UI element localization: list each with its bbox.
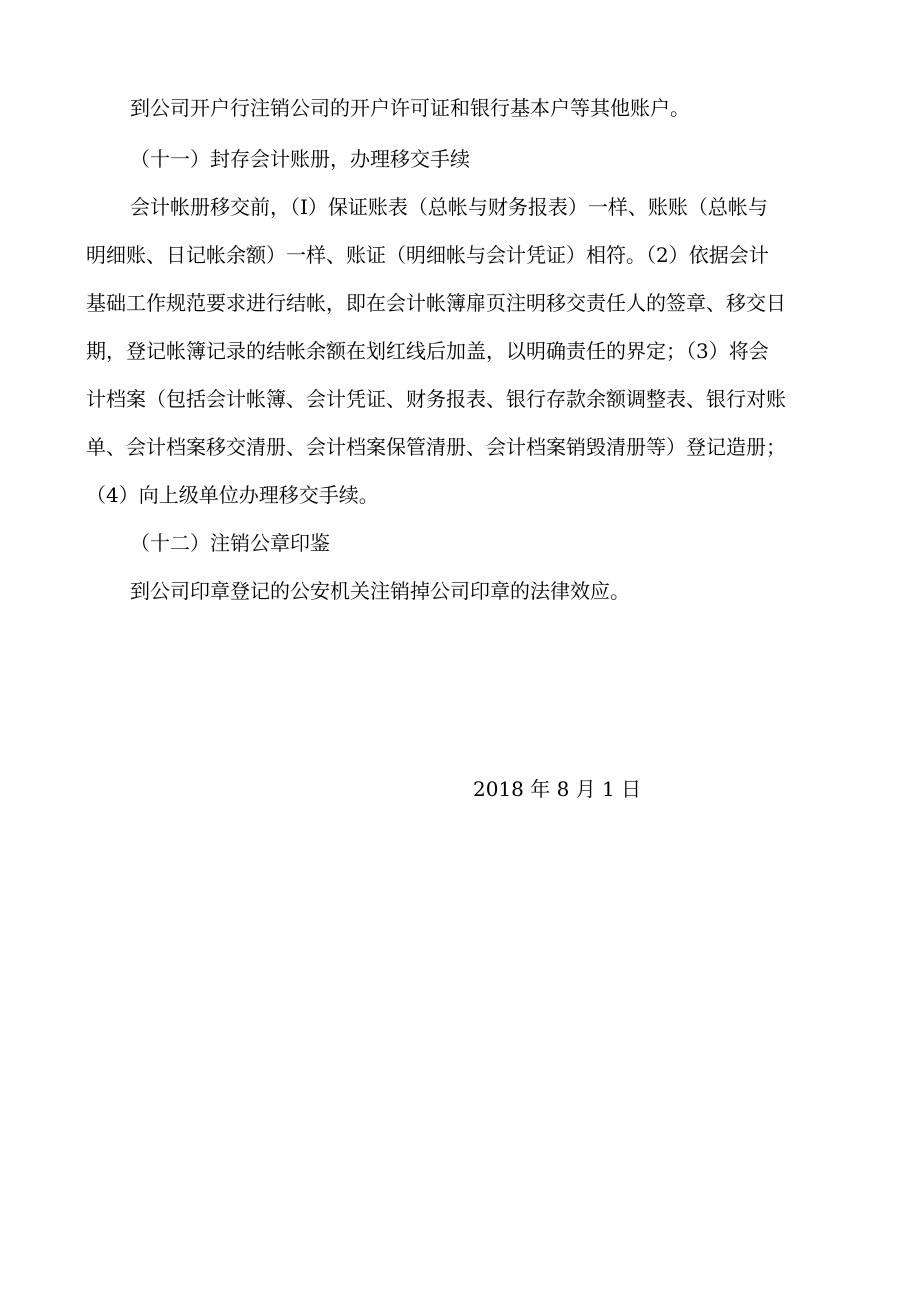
paragraph-line: 计档案（包括会计帐簿、会计凭证、财务报表、银行存款余额调整表、银行对账 xyxy=(86,387,786,411)
document-date: 2018 年 8 月 1 日 xyxy=(473,777,642,801)
paragraph-line: 单、会计档案移交清册、会计档案保管清册、会计档案销毁清册等）登记造册； xyxy=(86,435,786,459)
section-heading-12: （十二）注销公章印鉴 xyxy=(130,531,330,555)
paragraph-line: 会计帐册移交前，（I）保证账表（总帐与财务报表）一样、账账（总帐与 xyxy=(130,195,768,219)
section-heading-11: （十一）封存会计账册，办理移交手续 xyxy=(130,147,470,171)
paragraph-line: （4）向上级单位办理移交手续。 xyxy=(86,483,379,507)
paragraph-line: 明细账、日记帐余额）一样、账证（明细帐与会计凭证）相符。（2）依据会计 xyxy=(86,243,769,267)
paragraph-line: 期，登记帐簿记录的结帐余额在划红线后加盖，以明确责任的界定；（3）将会 xyxy=(86,339,769,363)
paragraph-cancel-seal: 到公司印章登记的公安机关注销掉公司印章的法律效应。 xyxy=(130,579,630,603)
paragraph-cancel-accounts: 到公司开户行注销公司的开户许可证和银行基本户等其他账户。 xyxy=(130,96,690,120)
paragraph-line: 基础工作规范要求进行结帐，即在会计帐簿扉页注明移交责任人的签章、移交日 xyxy=(86,291,786,315)
